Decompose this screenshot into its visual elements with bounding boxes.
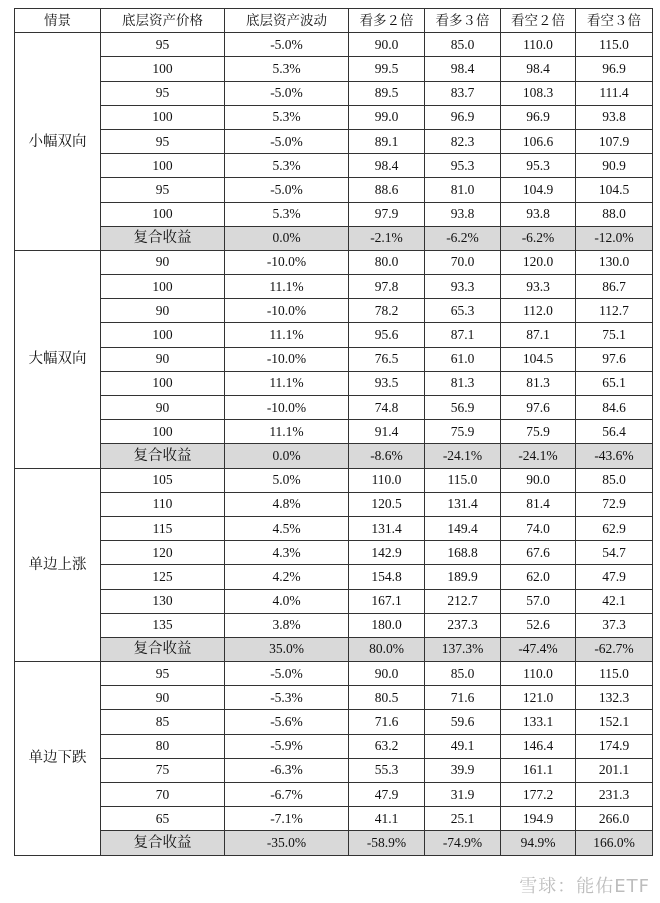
- table-cell: 95: [101, 33, 225, 57]
- table-cell: 67.6: [501, 541, 576, 565]
- table-cell: 99.5: [349, 57, 425, 81]
- summary-cell: -35.0%: [225, 831, 349, 855]
- table-cell: 87.1: [425, 323, 501, 347]
- table-cell: 98.4: [349, 154, 425, 178]
- table-cell: 65.3: [425, 299, 501, 323]
- summary-cell: 80.0%: [349, 637, 425, 661]
- table-cell: 80: [101, 734, 225, 758]
- table-cell: 11.1%: [225, 371, 349, 395]
- table-cell: 80.5: [349, 686, 425, 710]
- table-cell: 75: [101, 758, 225, 782]
- table-cell: -5.9%: [225, 734, 349, 758]
- table-cell: 131.4: [349, 516, 425, 540]
- table-cell: 125: [101, 565, 225, 589]
- table-cell: 167.1: [349, 589, 425, 613]
- table-cell: 75.1: [576, 323, 653, 347]
- table-cell: 106.6: [501, 129, 576, 153]
- table-cell: 90.0: [349, 662, 425, 686]
- summary-cell: -24.1%: [425, 444, 501, 468]
- table-cell: 11.1%: [225, 323, 349, 347]
- table-cell: 81.3: [501, 371, 576, 395]
- table-cell: 37.3: [576, 613, 653, 637]
- table-cell: 93.8: [425, 202, 501, 226]
- table-cell: 95: [101, 81, 225, 105]
- table-cell: 3.8%: [225, 613, 349, 637]
- table-cell: 70: [101, 783, 225, 807]
- table-cell: -5.0%: [225, 662, 349, 686]
- table-cell: 108.3: [501, 81, 576, 105]
- summary-cell: -24.1%: [501, 444, 576, 468]
- table-cell: 80.0: [349, 250, 425, 274]
- table-cell: 96.9: [576, 57, 653, 81]
- summary-cell: -6.2%: [501, 226, 576, 250]
- table-cell: 212.7: [425, 589, 501, 613]
- table-cell: 71.6: [425, 686, 501, 710]
- table-cell: -10.0%: [225, 299, 349, 323]
- summary-cell: 166.0%: [576, 831, 653, 855]
- table-cell: 59.6: [425, 710, 501, 734]
- table-row: [15, 105, 653, 129]
- summary-cell: 35.0%: [225, 637, 349, 661]
- column-header: 看多３倍: [425, 9, 501, 33]
- table-cell: 11.1%: [225, 275, 349, 299]
- table-cell: 107.9: [576, 129, 653, 153]
- table-cell: 52.6: [501, 613, 576, 637]
- table-cell: 90.9: [576, 154, 653, 178]
- table-row: [15, 129, 653, 153]
- table-cell: 5.3%: [225, 202, 349, 226]
- table-cell: 99.0: [349, 105, 425, 129]
- summary-row: [15, 444, 653, 468]
- table-cell: 56.9: [425, 396, 501, 420]
- table-cell: 112.7: [576, 299, 653, 323]
- table-cell: 82.3: [425, 129, 501, 153]
- table-cell: 85.0: [576, 468, 653, 492]
- table-row: [15, 275, 653, 299]
- table-cell: 90: [101, 686, 225, 710]
- table-row: [15, 589, 653, 613]
- table-cell: -10.0%: [225, 347, 349, 371]
- summary-cell: 137.3%: [425, 637, 501, 661]
- scenario-cell: 单边上涨: [15, 468, 101, 662]
- table-cell: 93.5: [349, 371, 425, 395]
- table-cell: 161.1: [501, 758, 576, 782]
- table-cell: -5.0%: [225, 81, 349, 105]
- table-cell: 194.9: [501, 807, 576, 831]
- table-cell: 100: [101, 275, 225, 299]
- table-cell: 93.3: [425, 275, 501, 299]
- table-cell: 96.9: [501, 105, 576, 129]
- table-cell: 4.3%: [225, 541, 349, 565]
- summary-label: 复合收益: [101, 831, 225, 855]
- summary-cell: -62.7%: [576, 637, 653, 661]
- table-row: [15, 541, 653, 565]
- table-row: [15, 57, 653, 81]
- table-row: [15, 468, 653, 492]
- summary-row: [15, 637, 653, 661]
- table-row: [15, 516, 653, 540]
- column-header: 看空３倍: [576, 9, 653, 33]
- table-cell: 104.5: [576, 178, 653, 202]
- table-cell: 100: [101, 154, 225, 178]
- summary-label: 复合收益: [101, 226, 225, 250]
- table-cell: 231.3: [576, 783, 653, 807]
- table-cell: -10.0%: [225, 250, 349, 274]
- table-cell: 237.3: [425, 613, 501, 637]
- table-cell: 96.9: [425, 105, 501, 129]
- table-cell: -6.3%: [225, 758, 349, 782]
- summary-label: 复合收益: [101, 637, 225, 661]
- table-cell: 115.0: [425, 468, 501, 492]
- table-cell: 5.0%: [225, 468, 349, 492]
- table-cell: 110.0: [501, 662, 576, 686]
- table-cell: 189.9: [425, 565, 501, 589]
- table-cell: 100: [101, 371, 225, 395]
- table-cell: 131.4: [425, 492, 501, 516]
- table-cell: 110.0: [501, 33, 576, 57]
- table-row: [15, 758, 653, 782]
- table-cell: -6.7%: [225, 783, 349, 807]
- table-cell: 120.0: [501, 250, 576, 274]
- table-cell: 90: [101, 250, 225, 274]
- table-cell: 74.0: [501, 516, 576, 540]
- table-row: [15, 81, 653, 105]
- table-cell: 130.0: [576, 250, 653, 274]
- table-cell: 177.2: [501, 783, 576, 807]
- table-row: [15, 613, 653, 637]
- table-cell: -5.0%: [225, 33, 349, 57]
- table-cell: 93.8: [501, 202, 576, 226]
- table-cell: 89.5: [349, 81, 425, 105]
- table-row: [15, 250, 653, 274]
- summary-cell: -58.9%: [349, 831, 425, 855]
- table-cell: 89.1: [349, 129, 425, 153]
- table-cell: 90: [101, 299, 225, 323]
- table-cell: 25.1: [425, 807, 501, 831]
- table-cell: 39.9: [425, 758, 501, 782]
- table-cell: 146.4: [501, 734, 576, 758]
- table-cell: 154.8: [349, 565, 425, 589]
- table-cell: 100: [101, 420, 225, 444]
- table-cell: 180.0: [349, 613, 425, 637]
- table-cell: 11.1%: [225, 420, 349, 444]
- table-cell: 95.3: [425, 154, 501, 178]
- table-cell: 100: [101, 105, 225, 129]
- column-header: 底层资产波动: [225, 9, 349, 33]
- table-cell: 5.3%: [225, 154, 349, 178]
- table-cell: 5.3%: [225, 105, 349, 129]
- table-cell: 120.5: [349, 492, 425, 516]
- table-cell: 54.7: [576, 541, 653, 565]
- leverage-scenario-table: [14, 8, 653, 856]
- summary-cell: 0.0%: [225, 444, 349, 468]
- column-header: 情景: [15, 9, 101, 33]
- table-row: [15, 783, 653, 807]
- table-row: [15, 662, 653, 686]
- table-cell: 85: [101, 710, 225, 734]
- table-cell: 85.0: [425, 33, 501, 57]
- table-cell: 104.5: [501, 347, 576, 371]
- table-cell: 142.9: [349, 541, 425, 565]
- table-cell: 174.9: [576, 734, 653, 758]
- table-cell: 57.0: [501, 589, 576, 613]
- table-cell: -10.0%: [225, 396, 349, 420]
- table-cell: 130: [101, 589, 225, 613]
- table-cell: 81.3: [425, 371, 501, 395]
- summary-row: [15, 831, 653, 855]
- table-cell: 90: [101, 396, 225, 420]
- table-cell: 100: [101, 202, 225, 226]
- table-row: [15, 565, 653, 589]
- table-cell: 55.3: [349, 758, 425, 782]
- table-cell: 62.9: [576, 516, 653, 540]
- table-cell: 97.6: [501, 396, 576, 420]
- table-row: [15, 710, 653, 734]
- table-cell: 91.4: [349, 420, 425, 444]
- table-cell: 5.3%: [225, 57, 349, 81]
- table-cell: 115.0: [576, 662, 653, 686]
- table-row: [15, 420, 653, 444]
- column-header: 看空２倍: [501, 9, 576, 33]
- table-row: [15, 202, 653, 226]
- summary-row: [15, 226, 653, 250]
- table-cell: 47.9: [576, 565, 653, 589]
- table-cell: 152.1: [576, 710, 653, 734]
- table-row: [15, 347, 653, 371]
- table-cell: 72.9: [576, 492, 653, 516]
- table-cell: 4.0%: [225, 589, 349, 613]
- table-cell: 135: [101, 613, 225, 637]
- summary-cell: -43.6%: [576, 444, 653, 468]
- table-cell: 95: [101, 178, 225, 202]
- table-cell: 149.4: [425, 516, 501, 540]
- table-cell: 81.0: [425, 178, 501, 202]
- table-cell: -5.6%: [225, 710, 349, 734]
- table-row: [15, 33, 653, 57]
- table-cell: 76.5: [349, 347, 425, 371]
- table-cell: 98.4: [425, 57, 501, 81]
- table-cell: 4.5%: [225, 516, 349, 540]
- table-cell: 4.2%: [225, 565, 349, 589]
- table-row: [15, 396, 653, 420]
- column-header: 看多２倍: [349, 9, 425, 33]
- table-cell: 168.8: [425, 541, 501, 565]
- table-row: [15, 807, 653, 831]
- table-row: [15, 686, 653, 710]
- table-cell: 71.6: [349, 710, 425, 734]
- table-cell: 87.1: [501, 323, 576, 347]
- table-row: [15, 734, 653, 758]
- table-cell: 88.0: [576, 202, 653, 226]
- table-cell: -5.3%: [225, 686, 349, 710]
- table-cell: 95: [101, 662, 225, 686]
- table-cell: 120: [101, 541, 225, 565]
- table-cell: 88.6: [349, 178, 425, 202]
- table-cell: 63.2: [349, 734, 425, 758]
- summary-cell: -2.1%: [349, 226, 425, 250]
- table-cell: 65.1: [576, 371, 653, 395]
- table-cell: 93.3: [501, 275, 576, 299]
- table-cell: 41.1: [349, 807, 425, 831]
- table-cell: 78.2: [349, 299, 425, 323]
- table-cell: 75.9: [425, 420, 501, 444]
- table-cell: 100: [101, 323, 225, 347]
- summary-cell: -6.2%: [425, 226, 501, 250]
- table-cell: 65: [101, 807, 225, 831]
- table-cell: 112.0: [501, 299, 576, 323]
- table-cell: -5.0%: [225, 129, 349, 153]
- table-cell: 133.1: [501, 710, 576, 734]
- table-row: [15, 492, 653, 516]
- table-row: [15, 299, 653, 323]
- table-cell: -7.1%: [225, 807, 349, 831]
- table-cell: 132.3: [576, 686, 653, 710]
- table-row: [15, 178, 653, 202]
- table-cell: 84.6: [576, 396, 653, 420]
- table-cell: 42.1: [576, 589, 653, 613]
- table-cell: 56.4: [576, 420, 653, 444]
- table-cell: 121.0: [501, 686, 576, 710]
- summary-label: 复合收益: [101, 444, 225, 468]
- table-cell: 95.6: [349, 323, 425, 347]
- table-cell: 61.0: [425, 347, 501, 371]
- summary-cell: 0.0%: [225, 226, 349, 250]
- table-cell: 62.0: [501, 565, 576, 589]
- table-cell: 49.1: [425, 734, 501, 758]
- table-cell: 115.0: [576, 33, 653, 57]
- table-cell: 104.9: [501, 178, 576, 202]
- table-cell: 266.0: [576, 807, 653, 831]
- table-cell: 90.0: [501, 468, 576, 492]
- table-cell: 111.4: [576, 81, 653, 105]
- watermark: 雪球：能佑ETF: [519, 876, 650, 897]
- summary-cell: -12.0%: [576, 226, 653, 250]
- table-cell: 95.3: [501, 154, 576, 178]
- table-cell: 97.9: [349, 202, 425, 226]
- table-row: [15, 371, 653, 395]
- table-cell: 74.8: [349, 396, 425, 420]
- table-cell: 95: [101, 129, 225, 153]
- table-cell: 31.9: [425, 783, 501, 807]
- table-cell: 93.8: [576, 105, 653, 129]
- table-cell: 97.6: [576, 347, 653, 371]
- table-cell: 83.7: [425, 81, 501, 105]
- table-cell: 97.8: [349, 275, 425, 299]
- table-cell: 70.0: [425, 250, 501, 274]
- table-cell: 105: [101, 468, 225, 492]
- scenario-cell: 小幅双向: [15, 33, 101, 251]
- scenario-cell: 单边下跌: [15, 662, 101, 856]
- summary-cell: -47.4%: [501, 637, 576, 661]
- table-row: [15, 154, 653, 178]
- scenario-cell: 大幅双向: [15, 250, 101, 468]
- header-row: [15, 9, 653, 33]
- summary-cell: -74.9%: [425, 831, 501, 855]
- table-cell: 201.1: [576, 758, 653, 782]
- table-cell: 47.9: [349, 783, 425, 807]
- table-cell: 86.7: [576, 275, 653, 299]
- summary-cell: -8.6%: [349, 444, 425, 468]
- table-cell: 90.0: [349, 33, 425, 57]
- table-row: [15, 323, 653, 347]
- table-cell: 115: [101, 516, 225, 540]
- table-cell: 90: [101, 347, 225, 371]
- table-cell: 75.9: [501, 420, 576, 444]
- summary-cell: 94.9%: [501, 831, 576, 855]
- table-cell: 4.8%: [225, 492, 349, 516]
- table-cell: -5.0%: [225, 178, 349, 202]
- table-cell: 81.4: [501, 492, 576, 516]
- table-cell: 98.4: [501, 57, 576, 81]
- table-cell: 110.0: [349, 468, 425, 492]
- table-cell: 85.0: [425, 662, 501, 686]
- column-header: 底层资产价格: [101, 9, 225, 33]
- table-cell: 110: [101, 492, 225, 516]
- table-cell: 100: [101, 57, 225, 81]
